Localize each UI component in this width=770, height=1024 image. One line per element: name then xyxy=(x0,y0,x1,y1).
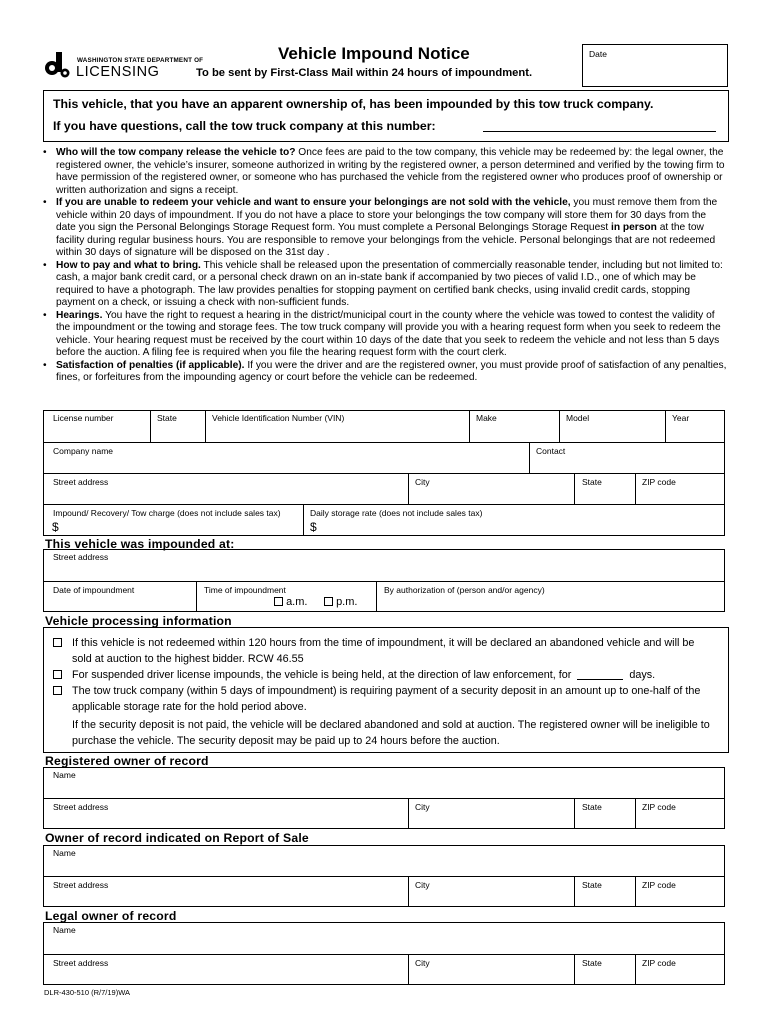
legal-owner-state-field[interactable] xyxy=(574,954,635,985)
deposit-text: The tow truck company (within 5 days of impoundment) is requiring payment of a security deposit in an amount up to one-half of the applicable storage rate for the hold period above. xyxy=(72,685,701,713)
impounded-at-title: This vehicle was impounded at: xyxy=(45,537,235,551)
model-field[interactable] xyxy=(559,410,665,442)
registered-owner-city-label: City xyxy=(415,802,430,812)
tow-charge-label: Impound/ Recovery/ Tow charge (does not include sales tax) xyxy=(53,508,281,518)
legal-owner-city-label: City xyxy=(415,958,430,968)
bullet-release: • Who will the tow company release the vehicle to? Once fees are paid to the tow company, this vehicle may be redeemed by: the legal owner, the registered owner, the vehicle’s insurer, someone authorized in writing by the registered owner, a person determined and verified by the towing firm to have permission of the registered owner, or someone who has purchased the vehicle from the registered owner who produces proof of ownership or written authorization and signs a receipt. xyxy=(43,147,725,196)
bullet-hearings: • Hearings. You have the right to request a hearing in the district/municipal court in the county where the vehicle was towed to contest the validity of the impoundment or the towing and storage fees. The tow truck company will provide you with a hearing request form when you seek to redeem the vehicle. Your hearing request must be received by the court within 10 days of the date that you seek to redeem the vehicle and not less than 5 days before the auction. A filing fee is required when you file the hearing request form with the court clerk. xyxy=(43,309,721,358)
tow-charge-dollar: $ xyxy=(52,520,59,534)
legal-owner-zip-label: ZIP code xyxy=(642,958,676,968)
hold-days-input[interactable] xyxy=(577,679,623,680)
impound-time-field[interactable] xyxy=(196,581,376,612)
agency-name-small: WASHINGTON STATE DEPARTMENT OF xyxy=(77,57,204,64)
am-checkbox[interactable] xyxy=(274,597,283,606)
notice-line2: If you have questions, call the tow truck company at this number: xyxy=(53,119,436,133)
phone-number-line[interactable] xyxy=(483,131,716,132)
company-name-label: Company name xyxy=(53,446,114,456)
impound-street-label: Street address xyxy=(53,552,109,562)
bullet-penalties: • Satisfaction of penalties (if applicable). If you were the driver and are the registered owner, you must provide proof of satisfaction of any penalties, fines, or forfeitures from the impounding agency or court before the vehicle can be redeemed. xyxy=(43,359,727,383)
sale-owner-name-label: Name xyxy=(53,848,76,858)
logo-mark-icon xyxy=(44,51,70,79)
contact-label: Contact xyxy=(536,446,566,456)
bullet-payment: • How to pay and what to bring. This vehicle shall be released upon the presentation of commercially reasonable tender, including but not limited to: cash, a major bank credit card, or a personal check drawn on an in-state bank if accompanied by two pieces of valid I.D., one of which may be required to have a photograph. The law provides penalties for stopping payment on certified bank checks, using invalid credit cards, stopping payment on a check, or issuing a check with non-sufficient funds. xyxy=(43,259,723,308)
processing-note: If the security deposit is not paid, the vehicle will be declared abandoned and sold at auction. The registered owner will be ineligible to purchase the vehicle. The security deposit may be paid up to 24 hours before the auction. xyxy=(72,719,710,747)
date-field[interactable] xyxy=(582,44,728,87)
registered-owner-zip-field[interactable] xyxy=(635,798,725,829)
registered-owner-street-label: Street address xyxy=(53,802,109,812)
legal-owner-name-label: Name xyxy=(53,925,76,935)
vin-field[interactable] xyxy=(205,410,469,442)
make-label: Make xyxy=(476,413,497,423)
storage-rate-label: Daily storage rate (does not include sales tax) xyxy=(310,508,483,518)
vehicle-state-field[interactable] xyxy=(150,410,205,442)
deposit-checkbox[interactable] xyxy=(53,686,62,695)
suspended-text: For suspended driver license impounds, the vehicle is being held, at the direction of law enforcement, for xyxy=(72,669,572,681)
sale-owner-state-field[interactable] xyxy=(574,876,635,907)
company-street-field[interactable] xyxy=(43,473,408,505)
impound-date-label: Date of impoundment xyxy=(53,585,135,595)
sale-owner-zip-label: ZIP code xyxy=(642,880,676,890)
impound-date-field[interactable] xyxy=(43,581,196,613)
info-bullets xyxy=(28,147,728,385)
date-label: Date xyxy=(589,49,607,59)
authorization-label: By authorization of (person and/or agency) xyxy=(384,585,545,595)
page-title: Vehicle Impound Notice xyxy=(278,44,470,63)
legal-owner-street-field[interactable] xyxy=(43,954,408,986)
license-number-label: License number xyxy=(53,413,114,423)
registered-owner-street-field[interactable] xyxy=(43,798,408,830)
legal-owner-street-label: Street address xyxy=(53,958,109,968)
registered-owner-state-field[interactable] xyxy=(574,798,635,829)
vehicle-state-label: State xyxy=(157,413,177,423)
pm-checkbox[interactable] xyxy=(324,597,333,606)
processing-item-auction xyxy=(53,636,713,667)
legal-owner-title: Legal owner of record xyxy=(45,909,177,923)
auction-checkbox[interactable] xyxy=(53,638,62,647)
suspended-checkbox[interactable] xyxy=(53,670,62,679)
legal-owner-city-field[interactable] xyxy=(408,954,574,985)
contact-field[interactable] xyxy=(529,442,725,473)
registered-owner-city-field[interactable] xyxy=(408,798,574,829)
legal-owner-state-label: State xyxy=(582,958,602,968)
company-state-label: State xyxy=(582,477,602,487)
authorization-field[interactable] xyxy=(376,581,725,612)
company-name-field[interactable] xyxy=(43,442,529,474)
am-label: a.m. xyxy=(286,596,308,608)
page-subtitle: To be sent by First-Class Mail within 24 hours of impoundment. xyxy=(196,67,533,79)
registered-owner-state-label: State xyxy=(582,802,602,812)
company-city-label: City xyxy=(415,477,430,487)
company-city-field[interactable] xyxy=(408,473,574,504)
bullet-belongings: • If you are unable to redeem your vehicle and want to ensure your belongings are not sold with the vehicle, you must remove them from the vehicle within 20 days of impoundment. If you do not have a place to store your belongings the tow company will store them for 30 days from the date you sign the Personal Belongings Storage Request form. You must complete a Personal Belongings Storage Request in person at the tow facility during regular business hours. You are responsible to remove your belongings from the vehicle. Personal belongings that are not redeemed within 30 days of signature will be disposed on the 31st day . xyxy=(43,197,718,258)
notice-line1: This vehicle, that you have an apparent ownership of, has been impounded by this tow truck company. xyxy=(53,97,654,111)
year-field[interactable] xyxy=(665,410,725,442)
agency-name-large: LICENSING xyxy=(76,64,160,80)
sale-owner-street-field[interactable] xyxy=(43,876,408,908)
time-am-option[interactable] xyxy=(274,596,307,608)
company-state-field[interactable] xyxy=(574,473,635,504)
license-number-field[interactable] xyxy=(43,410,150,442)
sale-owner-name-field[interactable] xyxy=(43,845,725,876)
pm-label: p.m. xyxy=(336,596,358,608)
registered-owner-name-field[interactable] xyxy=(43,767,725,798)
sale-owner-zip-field[interactable] xyxy=(635,876,725,907)
days-label: days. xyxy=(629,669,656,681)
impound-street-field[interactable] xyxy=(43,549,725,581)
registered-owner-name-label: Name xyxy=(53,770,76,780)
vin-label: Vehicle Identification Number (VIN) xyxy=(212,413,345,423)
processing-title: Vehicle processing information xyxy=(45,614,232,628)
sale-owner-city-field[interactable] xyxy=(408,876,574,907)
model-label: Model xyxy=(566,413,590,423)
processing-item-deposit xyxy=(53,684,718,715)
sale-owner-street-label: Street address xyxy=(53,880,109,890)
storage-rate-field[interactable] xyxy=(303,504,725,536)
auction-text: If this vehicle is not redeemed within 120 hours from the time of impoundment, it will be declared an abandoned vehicle and will be sold at auction to the highest bidder. RCW 46.55 xyxy=(72,637,695,665)
registered-owner-zip-label: ZIP code xyxy=(642,802,676,812)
tow-charge-field[interactable] xyxy=(43,504,303,537)
company-street-label: Street address xyxy=(53,477,109,487)
processing-item-suspended xyxy=(53,668,713,684)
company-zip-label: ZIP code xyxy=(642,477,676,487)
time-pm-option[interactable] xyxy=(324,596,357,608)
legal-owner-zip-field[interactable] xyxy=(635,954,725,985)
company-zip-field[interactable] xyxy=(635,473,725,504)
registered-owner-title: Registered owner of record xyxy=(45,754,209,768)
legal-owner-name-field[interactable] xyxy=(43,922,725,954)
agency-logo xyxy=(44,51,70,79)
impound-time-label: Time of impoundment xyxy=(204,585,286,595)
report-of-sale-owner-title: Owner of record indicated on Report of Sale xyxy=(45,831,309,845)
make-field[interactable] xyxy=(469,410,559,442)
year-label: Year xyxy=(672,413,690,423)
sale-owner-city-label: City xyxy=(415,880,430,890)
storage-rate-dollar: $ xyxy=(310,520,317,534)
form-number: DLR-430-510 (R/7/19)WA xyxy=(44,988,131,997)
sale-owner-state-label: State xyxy=(582,880,602,890)
